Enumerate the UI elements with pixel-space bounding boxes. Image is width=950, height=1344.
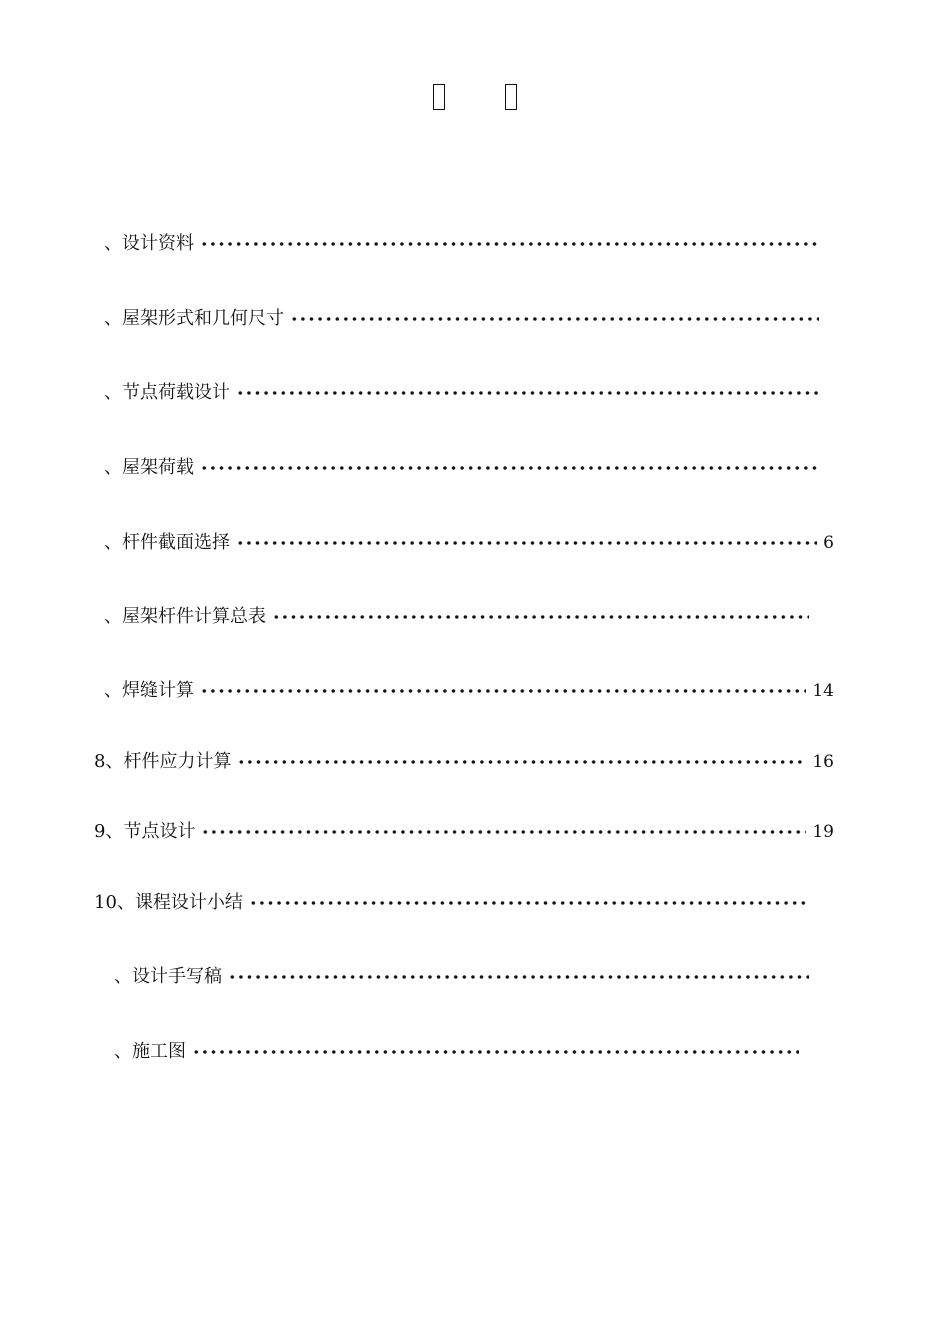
toc-leader-dots [236, 529, 817, 557]
toc-entry[interactable] [104, 677, 834, 705]
toc-entry-label: 、节点荷载设计 [104, 382, 230, 403]
toc-entry-label: 、设计手写稿 [114, 966, 222, 987]
toc-entry-label: 、屋架形式和几何尺寸 [104, 308, 284, 329]
toc-entry[interactable] [104, 603, 809, 631]
toc-entry-label: 9、节点设计 [94, 821, 196, 842]
toc-entry-label: 8、杆件应力计算 [94, 751, 232, 772]
toc-leader-dots [236, 379, 819, 407]
toc-entry[interactable] [114, 963, 809, 991]
toc-leader-dots [201, 818, 806, 846]
toc-leader-dots [290, 305, 819, 333]
toc-leader-dots [200, 230, 819, 258]
toc-entry-label: 、屋架荷载 [104, 457, 194, 478]
toc-entry[interactable] [104, 529, 834, 557]
toc-leader-dots [272, 603, 809, 631]
toc-leader-dots [200, 454, 819, 482]
toc-page-number: 14 [812, 681, 834, 701]
toc-leader-dots [192, 1038, 799, 1066]
toc-leader-dots [200, 677, 806, 705]
toc-entry-label: 、焊缝计算 [104, 680, 194, 701]
toc-page-number: 16 [812, 752, 834, 772]
toc-leader-dots [237, 748, 806, 776]
toc-entry[interactable] [94, 748, 834, 776]
toc-leader-dots [228, 963, 809, 991]
toc-entry-label: 、杆件截面选择 [104, 532, 230, 553]
toc-entry[interactable] [94, 818, 834, 846]
toc-entry-label: 、设计资料 [104, 233, 194, 254]
toc-entry-label: 、施工图 [114, 1041, 186, 1062]
toc-entry[interactable] [114, 1038, 799, 1066]
toc-entry-label: 、屋架杆件计算总表 [104, 606, 266, 627]
toc-leader-dots [249, 889, 809, 917]
toc-entry[interactable] [94, 889, 809, 917]
toc-page-number: 19 [812, 822, 834, 842]
toc-page-number: 6 [823, 533, 834, 553]
toc-entry[interactable] [104, 454, 819, 482]
toc-entry[interactable] [104, 305, 819, 333]
toc-entry[interactable] [104, 379, 819, 407]
toc-entry-label: 10、课程设计小结 [94, 892, 243, 913]
toc-entry[interactable] [104, 230, 819, 258]
